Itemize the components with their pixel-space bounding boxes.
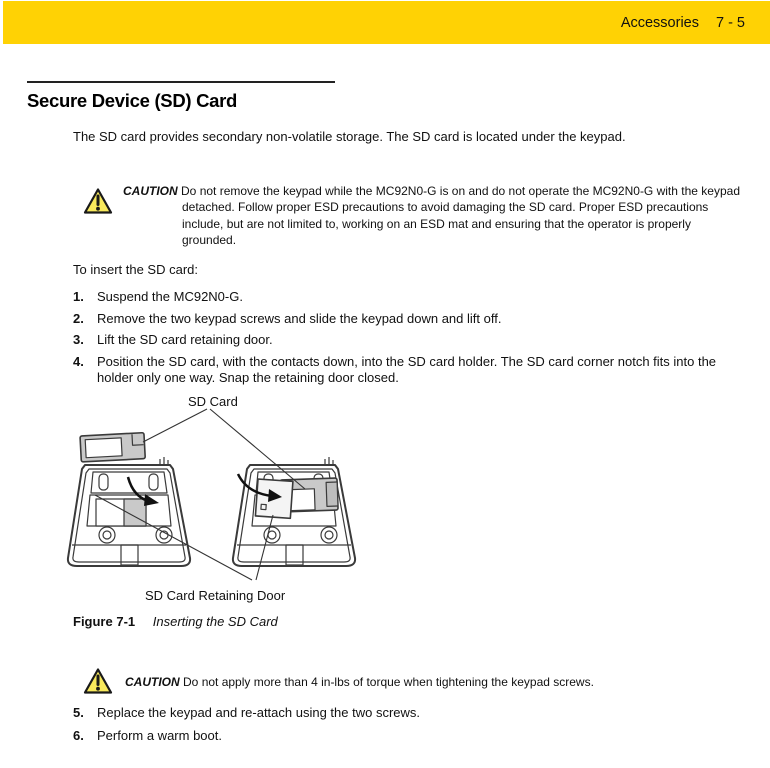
step-text: Replace the keypad and re-attach using the two screws. (97, 705, 421, 720)
figure-caption (73, 614, 278, 629)
step-number: 6. (73, 728, 84, 743)
header-section-label: Accessories (620, 14, 699, 31)
caution-text: Do not remove the keypad while the MC92N0-G is on and do not operate the MC92N0-G with the keypad detached. Follow proper ESD precautions to avoid damaging the SD card. Proper ESD precautions include, but are not limited to, working on an ESD mat and ensuring that the operator is properly grounded. (181, 184, 740, 248)
step-text: Position the SD card, with the contacts down, into the SD card holder. The SD card corner notch fits into the holder only one way. Snap the retaining door closed. (97, 354, 717, 385)
page-title: Secure Device (SD) Card (27, 90, 238, 111)
figure-caption-text: Inserting the SD Card (152, 614, 278, 629)
figure-illustration (60, 392, 410, 610)
step-text: Suspend the MC92N0-G. (97, 289, 243, 304)
header-bar (3, 1, 770, 44)
step-item-3 (73, 332, 739, 348)
warning-triangle-icon (83, 187, 113, 220)
caution-text: Do not apply more than 4 in-lbs of torque when tightening the keypad screws. (183, 675, 594, 689)
figure-label-sd-card: SD Card (188, 394, 238, 409)
section-rule (27, 81, 335, 83)
caution-label: CAUTION (123, 184, 178, 198)
step-item-2 (73, 311, 739, 327)
caution-label: CAUTION (125, 675, 180, 689)
figure-caption-label: Figure 7-1 (73, 614, 136, 629)
step-number: 2. (73, 311, 84, 326)
intro-paragraph: The SD card provides secondary non-volatile storage. The SD card is located under the keypad. (73, 129, 626, 144)
procedure-intro: To insert the SD card: (73, 262, 198, 277)
step-number: 5. (73, 705, 84, 720)
warning-triangle-icon (83, 667, 113, 700)
step-item-6 (73, 728, 739, 744)
step-text: Remove the two keypad screws and slide the keypad down and lift off. (97, 311, 502, 326)
step-item-1 (73, 289, 739, 305)
step-text: Perform a warm boot. (97, 728, 222, 743)
caution-block-2 (125, 674, 745, 690)
step-number: 4. (73, 354, 84, 369)
header-page-number: 7 - 5 (715, 14, 745, 31)
caution-block-1 (123, 183, 743, 249)
step-item-5 (73, 705, 739, 721)
step-number: 1. (73, 289, 84, 304)
step-number: 3. (73, 332, 84, 347)
step-text: Lift the SD card retaining door. (97, 332, 273, 347)
figure-label-retaining-door: SD Card Retaining Door (145, 588, 286, 603)
step-item-4 (73, 354, 739, 386)
